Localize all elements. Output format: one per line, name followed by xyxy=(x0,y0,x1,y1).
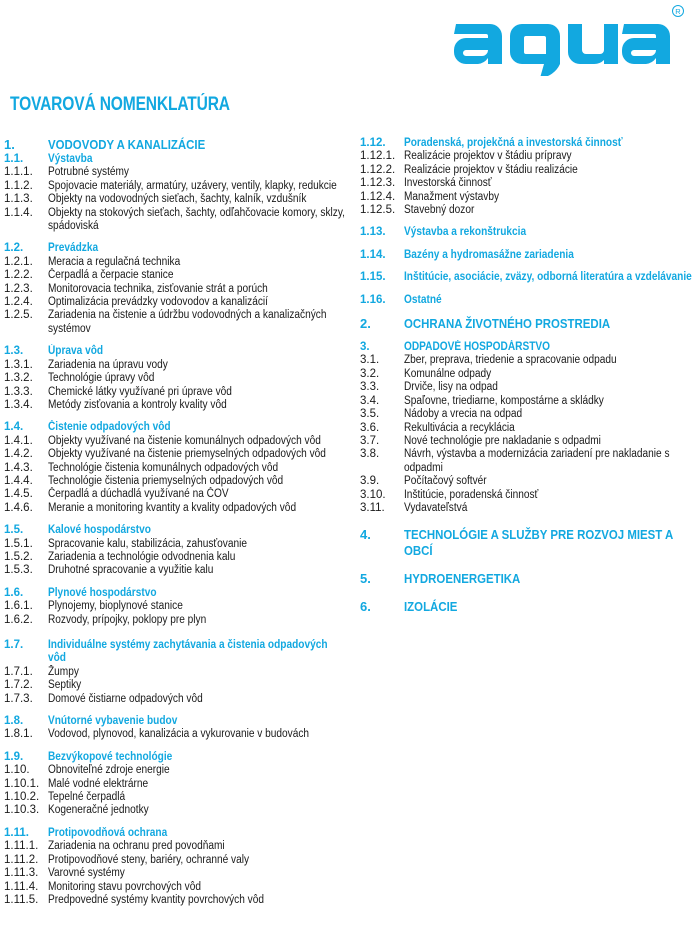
item-number: 3.11. xyxy=(360,501,385,514)
list-item xyxy=(4,564,349,577)
item-number: 1.8. xyxy=(4,715,24,728)
item-label: Poradenská, projekčná a investorská činnosť xyxy=(404,137,623,149)
item-label: Bezvýkopové technológie xyxy=(48,750,173,763)
item-number: 1.12.4. xyxy=(360,190,396,203)
registered-mark: R xyxy=(675,7,681,16)
item-label: Zariadenia na úpravu vody xyxy=(48,358,168,371)
item-label: Protipovodňová ochrana xyxy=(48,826,168,839)
item-label: Septiky xyxy=(48,679,82,692)
section-spacer xyxy=(4,233,349,242)
list-item xyxy=(360,448,695,475)
item-label: Výstavba a rekonštrukcia xyxy=(404,226,527,239)
item-label: Realizácie projektov v štádiu prípravy xyxy=(404,150,572,163)
section-heading xyxy=(360,341,695,354)
item-label: Čerpadlá a čerpacie stanice xyxy=(48,269,174,282)
item-number: 1.1.1. xyxy=(4,166,33,179)
section-spacer xyxy=(4,706,349,715)
item-number: 1.3. xyxy=(4,345,24,358)
section-spacer xyxy=(360,332,695,341)
list-item xyxy=(4,894,349,907)
section-spacer xyxy=(4,336,349,345)
list-item xyxy=(4,600,349,613)
item-label: Žumpy xyxy=(48,665,79,678)
item-number: 1.3.3. xyxy=(4,385,33,398)
aqua-logo xyxy=(450,4,686,76)
section-spacer xyxy=(360,217,695,226)
list-item xyxy=(4,488,349,501)
item-label: Predpovedné systémy kvantity povrchových vôd xyxy=(48,893,264,906)
item-number: 1.4.1. xyxy=(4,434,33,447)
item-label: Objekty využívané na čistenie priemyselných odpadových vôd xyxy=(48,448,326,461)
section-heading xyxy=(4,345,349,358)
list-item xyxy=(4,283,349,296)
item-number: 5. xyxy=(360,571,371,587)
list-item xyxy=(4,448,349,461)
item-number: 1.16. xyxy=(360,293,386,306)
item-number: 1.10.1. xyxy=(4,777,40,790)
list-item xyxy=(4,854,349,867)
item-number: 2. xyxy=(360,316,371,332)
item-number: 1.5.1. xyxy=(4,537,33,550)
item-number: 1.13. xyxy=(360,226,386,239)
item-label: Rekultivácia a recyklácia xyxy=(404,421,515,434)
section-heading xyxy=(4,587,349,600)
section-heading xyxy=(360,249,695,262)
item-label: Čerpadlá a dúchadlá využívané na ČOV xyxy=(48,488,229,501)
section-heading xyxy=(4,153,349,166)
section-spacer xyxy=(360,559,695,571)
item-number: 3. xyxy=(360,341,370,354)
item-label: Potrubné systémy xyxy=(48,166,130,179)
item-label: Vnútorné vybavenie budov xyxy=(48,715,178,728)
item-number: 3.6. xyxy=(360,421,380,434)
item-number: 1.12.2. xyxy=(360,163,396,176)
item-label: Varovné systémy xyxy=(48,867,125,880)
item-number: 1.1.4. xyxy=(4,206,33,219)
list-item xyxy=(360,368,695,381)
list-item xyxy=(360,489,695,502)
item-label: Plynojemy, bioplynové stanice xyxy=(48,600,183,613)
list-item xyxy=(4,551,349,564)
item-label: Objekty na stokových sieťach, šachty, odľahčovacie komory, sklzy, spádoviská xyxy=(48,206,345,233)
item-label: Investorská činnosť xyxy=(404,177,492,190)
item-number: 1.5.2. xyxy=(4,550,33,563)
item-number: 1.7.2. xyxy=(4,679,33,692)
section-spacer xyxy=(4,627,349,639)
aqua-logo-mark xyxy=(450,4,686,76)
item-number: 1.3.2. xyxy=(4,372,33,385)
list-item xyxy=(4,679,349,692)
item-number: 1.11.5. xyxy=(4,893,39,906)
item-number: 1.10.2. xyxy=(4,791,40,804)
item-label: Chemické látky využívané pri úprave vôd xyxy=(48,385,232,398)
item-label: Prevádzka xyxy=(48,242,99,255)
list-item xyxy=(4,180,349,193)
section-spacer xyxy=(4,515,349,524)
item-number: 1.4.5. xyxy=(4,488,33,501)
item-number: 1.9. xyxy=(4,750,24,763)
item-number: 1.11.2. xyxy=(4,853,39,866)
item-label: Optimalizácia prevádzky vodovodov a kanalizácií xyxy=(48,296,268,309)
item-label: Bazény a hydromasážne zariadenia xyxy=(404,248,574,261)
section-spacer xyxy=(4,412,349,421)
item-label: Domové čistiarne odpadových vôd xyxy=(48,692,203,705)
item-label: Tepelné čerpadlá xyxy=(48,791,126,804)
list-item xyxy=(4,359,349,372)
item-label: Vydavateľstvá xyxy=(404,501,468,514)
list-item xyxy=(4,207,349,234)
list-item xyxy=(360,150,695,163)
item-label: Vodovod, plynovod, kanalizácia a vykurovanie v budovách xyxy=(48,728,310,741)
item-label: Spojovacie materiály, armatúry, uzávery, ventily, klapky, redukcie xyxy=(48,179,337,192)
list-item xyxy=(360,475,695,488)
section-heading xyxy=(360,316,695,332)
item-number: 1.2.1. xyxy=(4,255,33,268)
item-number: 1.5.3. xyxy=(4,564,33,577)
list-item xyxy=(4,840,349,853)
section-heading xyxy=(360,571,695,587)
item-label: Manažment výstavby xyxy=(404,190,500,203)
item-label: Meranie a monitoring kvantity a kvality odpadových vôd xyxy=(48,501,297,514)
item-number: 1.1.2. xyxy=(4,179,33,192)
item-number: 3.8. xyxy=(360,448,380,461)
item-number: 1.4.3. xyxy=(4,461,33,474)
list-item xyxy=(360,381,695,394)
item-number: 1.4.4. xyxy=(4,474,33,487)
list-item xyxy=(4,296,349,309)
item-number: 1.12.5. xyxy=(360,204,396,217)
list-item xyxy=(360,395,695,408)
item-number: 3.3. xyxy=(360,381,380,394)
item-label: Výstavba xyxy=(48,153,93,165)
list-item xyxy=(4,386,349,399)
item-label: Spracovanie kalu, stabilizácia, zahusťovanie xyxy=(48,537,248,550)
item-number: 3.10. xyxy=(360,488,386,501)
item-label: Čistenie odpadových vôd xyxy=(48,421,171,434)
item-label: Stavebný dozor xyxy=(404,204,475,217)
list-item xyxy=(4,791,349,804)
section-spacer xyxy=(360,587,695,599)
item-number: 3.5. xyxy=(360,408,380,421)
section-heading xyxy=(360,527,695,559)
item-label: Technológie čistenia komunálnych odpadových vôd xyxy=(48,461,279,474)
item-number: 1.8.1. xyxy=(4,728,33,741)
list-item xyxy=(4,666,349,679)
section-heading xyxy=(4,137,349,153)
section-heading xyxy=(360,137,695,150)
item-number: 1.12. xyxy=(360,137,386,149)
list-item xyxy=(4,193,349,206)
item-number: 1.6.2. xyxy=(4,613,33,626)
list-item xyxy=(4,309,349,336)
item-label: Zariadenia na ochranu pred povodňami xyxy=(48,840,225,853)
list-item xyxy=(4,256,349,269)
list-item xyxy=(4,269,349,282)
section-heading xyxy=(360,599,695,615)
item-label: Protipovodňové steny, bariéry, ochranné valy xyxy=(48,853,250,866)
item-number: 1.11.3. xyxy=(4,867,39,880)
item-number: 1.12.1. xyxy=(360,150,396,163)
section-heading xyxy=(360,294,695,307)
item-label: HYDROENERGETIKA xyxy=(404,571,521,587)
item-label: Ostatné xyxy=(404,293,442,306)
item-number: 1.4. xyxy=(4,421,24,434)
item-label: Počítačový softvér xyxy=(404,475,487,488)
section-heading xyxy=(4,242,349,255)
section-spacer xyxy=(360,262,695,271)
section-spacer xyxy=(360,307,695,316)
section-spacer xyxy=(360,285,695,294)
nomenclature-left-column xyxy=(4,137,349,907)
list-item xyxy=(4,881,349,894)
item-number: 1.11. xyxy=(4,826,29,839)
list-item xyxy=(360,435,695,448)
list-item xyxy=(4,538,349,551)
item-label: Úprava vôd xyxy=(48,345,104,358)
item-label: Plynové hospodárstvo xyxy=(48,586,157,599)
item-label: Monitoring stavu povrchových vôd xyxy=(48,880,202,893)
item-number: 3.2. xyxy=(360,367,380,380)
item-label: Komunálne odpady xyxy=(404,367,492,380)
list-item xyxy=(4,728,349,741)
section-heading xyxy=(360,271,695,284)
list-item xyxy=(360,502,695,515)
section-heading xyxy=(4,639,349,666)
list-item xyxy=(360,354,695,367)
item-label: Kogeneračné jednotky xyxy=(48,804,149,817)
item-label: Realizácie projektov v štádiu realizácie xyxy=(404,163,578,176)
nomenclature-right-column xyxy=(360,137,695,615)
item-number: 1.1. xyxy=(4,153,24,165)
item-label: Nádoby a vrecia na odpad xyxy=(404,408,523,421)
item-label: Zariadenia na čistenie a údržbu vodovodných a kanalizačných systémov xyxy=(48,309,327,335)
section-heading xyxy=(4,827,349,840)
item-label: Inštitúcie, poradenská činnosť xyxy=(404,488,539,501)
section-heading xyxy=(4,421,349,434)
item-number: 1.14. xyxy=(360,248,386,261)
item-number: 1. xyxy=(4,137,15,152)
list-item xyxy=(4,614,349,627)
item-label: ODPADOVÉ HOSPODÁRSTVO xyxy=(404,341,551,354)
item-label: Rozvody, prípojky, poklopy pre plyn xyxy=(48,613,207,626)
item-number: 1.2.5. xyxy=(4,309,33,322)
item-label: Objekty využívané na čistenie komunálnych odpadových vôd xyxy=(48,434,321,447)
item-label: Technológie úpravy vôd xyxy=(48,372,155,385)
section-spacer xyxy=(360,515,695,527)
item-label: Objekty na vodovodných sieťach, šachty, kalník, vzdušník xyxy=(48,193,307,206)
item-number: 1.2.3. xyxy=(4,282,33,295)
item-number: 1.2. xyxy=(4,242,24,255)
item-number: 1.3.1. xyxy=(4,358,33,371)
item-number: 1.5. xyxy=(4,524,24,537)
item-label: Spaľovne, triediarne, kompostárne a skládky xyxy=(404,394,604,407)
list-item xyxy=(360,164,695,177)
list-item xyxy=(360,204,695,217)
list-item xyxy=(4,435,349,448)
section-heading xyxy=(360,226,695,239)
item-number: 1.10.3. xyxy=(4,804,40,817)
item-number: 3.1. xyxy=(360,354,380,367)
section-spacer xyxy=(4,578,349,587)
item-number: 3.7. xyxy=(360,434,380,447)
list-item xyxy=(4,778,349,791)
list-item xyxy=(360,422,695,435)
section-spacer xyxy=(360,240,695,249)
item-label: TECHNOLÓGIE A SLUŽBY PRE ROZVOJ MIEST A OBCÍ xyxy=(404,527,673,559)
section-heading xyxy=(4,524,349,537)
list-item xyxy=(4,867,349,880)
list-item xyxy=(4,372,349,385)
item-label: Individuálne systémy zachytávania a čistenia odpadových vôd xyxy=(48,639,328,665)
item-number: 1.2.4. xyxy=(4,296,33,309)
item-number: 1.7.1. xyxy=(4,665,33,678)
item-label: Zber, preprava, triedenie a spracovanie odpadu xyxy=(404,354,617,367)
item-number: 4. xyxy=(360,527,371,543)
list-item xyxy=(4,764,349,777)
list-item xyxy=(4,399,349,412)
item-number: 1.11.4. xyxy=(4,880,39,893)
list-item xyxy=(4,475,349,488)
item-number: 1.4.6. xyxy=(4,501,33,514)
item-label: Nové technológie pre nakladanie s odpadmi xyxy=(404,434,601,447)
list-item xyxy=(4,166,349,179)
section-spacer xyxy=(4,742,349,751)
list-item xyxy=(360,191,695,204)
list-item xyxy=(360,408,695,421)
item-number: 3.4. xyxy=(360,394,380,407)
item-number: 1.4.2. xyxy=(4,448,33,461)
item-number: 1.11.1. xyxy=(4,840,39,853)
item-number: 1.2.2. xyxy=(4,269,33,282)
list-item xyxy=(4,804,349,817)
item-label: Obnoviteľné zdroje energie xyxy=(48,764,170,777)
section-spacer xyxy=(4,818,349,827)
item-number: 1.12.3. xyxy=(360,177,396,190)
item-number: 1.6. xyxy=(4,586,24,599)
list-item xyxy=(4,693,349,706)
list-item xyxy=(4,502,349,515)
item-label: Inštitúcie, asociácie, zväzy, odborná literatúra a vzdelávanie xyxy=(404,271,692,284)
item-label: IZOLÁCIE xyxy=(404,599,458,615)
item-number: 1.10. xyxy=(4,764,30,777)
section-heading xyxy=(4,715,349,728)
item-label: Malé vodné elektrárne xyxy=(48,777,149,790)
item-number: 6. xyxy=(360,599,371,615)
item-label: Návrh, výstavba a modernizácia zariadení pre nakladanie s odpadmi xyxy=(404,448,670,474)
item-number: 1.1.3. xyxy=(4,193,33,206)
item-label: Monitorovacia technika, zisťovanie strát a porúch xyxy=(48,282,268,295)
item-label: OCHRANA ŽIVOTNÉHO PROSTREDIA xyxy=(404,316,611,332)
item-label: Metódy zisťovania a kontroly kvality vôd xyxy=(48,398,227,411)
item-label: Kalové hospodárstvo xyxy=(48,524,151,537)
item-label: Druhotné spracovanie a využitie kalu xyxy=(48,564,214,577)
item-number: 1.15. xyxy=(360,271,386,284)
item-label: VODOVODY A KANALIZÁCIE xyxy=(48,137,206,152)
item-number: 1.7. xyxy=(4,639,24,651)
item-label: Meracia a regulačná technika xyxy=(48,255,181,268)
list-item xyxy=(360,177,695,190)
item-label: Drviče, lisy na odpad xyxy=(404,381,498,394)
item-number: 1.3.4. xyxy=(4,398,33,411)
item-label: Technológie čistenia priemyselných odpadových vôd xyxy=(48,474,284,487)
list-item xyxy=(4,462,349,475)
section-heading xyxy=(4,751,349,764)
page-title: TOVAROVÁ NOMENKLATÚRA xyxy=(10,94,230,115)
item-number: 1.6.1. xyxy=(4,600,33,613)
item-number: 1.7.3. xyxy=(4,692,33,705)
item-number: 3.9. xyxy=(360,475,380,488)
item-label: Zariadenia a technológie odvodnenia kalu xyxy=(48,550,236,563)
